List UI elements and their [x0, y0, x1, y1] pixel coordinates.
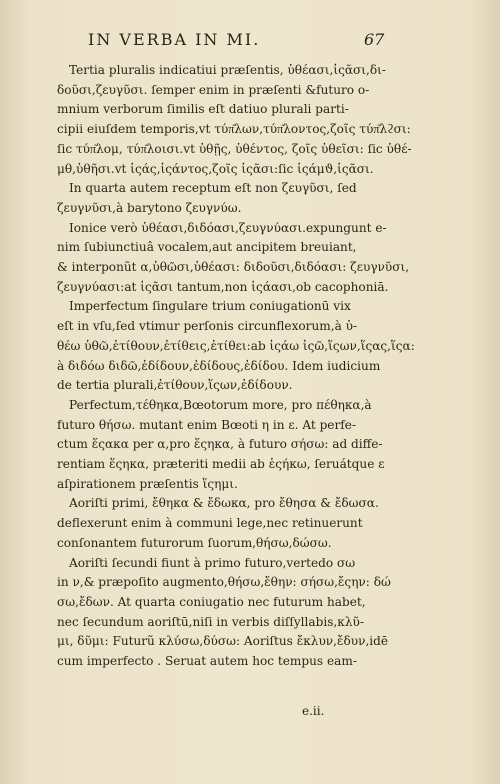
text-line: cipii eiuſdem temporis,vt τύπ͂λων,τύπ͂λοντος,ζοῖς τύπ͂λϩσι: [57, 122, 411, 137]
text-line: ſic τύπ͂λομ, τύπ͂λοισι.vt ὑθῇς, ὑθέντος, ζοῖς ὑθεῖσι: ſic ὑθέ- [57, 141, 412, 156]
text-line: μθ,ὑθῆσι.vt ἱςάς,ἱςάντος,ζοῖς ἱςᾶσι:ſic ἱςάμϑ,ἱςᾶσι. [57, 161, 374, 176]
running-title: IN VERBA IN MI. [88, 30, 261, 49]
text-line: Aoriſti primi, ἔθηκα & ἔδωκα, pro ἔθησα & ἔδωσα. [69, 496, 379, 511]
text-line: δοῦσι,ζευγῦσι. ſemper enim in præſenti &futuro o- [57, 82, 370, 97]
text-line: rentiam ἕςηκα, præteriti medii ab ἑςήκω, ſeruátque ε [57, 457, 385, 472]
page-number: 67 [364, 30, 385, 49]
text-line: cum imperfecto . Seruat autem hoc tempus eam- [57, 654, 357, 669]
text-line: deflexerunt enim à communi lege,nec retinuerunt [57, 516, 363, 531]
text-line: futuro θήσω. mutant enim Bœoti η in ε. At perfe- [57, 417, 356, 432]
text-line: nec ſecundum aoriſtū,niſi in verbis diſſyllabis,κλῦ- [57, 614, 364, 629]
text-line: de tertia plurali,ἐτίθουν,ἵςων,ἐδίδουν. [57, 378, 293, 393]
text-line: ζευγνύασι:at ἱςᾶσι tantum,non ἱςάασι,ob cacophoniā. [57, 279, 389, 294]
text-line: Imperfectum ſingulare trium coniugationū vix [69, 299, 351, 314]
text-line: Perfectum,τέθηκα,Bœotorum more, pro πέθηκα,à [69, 397, 372, 412]
text-line: Ionice verò ὑθέασι,διδόασι,ζευγνύασι.expungunt e- [69, 220, 387, 235]
text-line: nim ſubiunctiuâ vocalem,aut ancipitem breuiant, [57, 240, 357, 255]
text-line: μι, δῦμι: Futurũ κλύσω,δύσω: Aoriſtus ἔκλυν,ἔδυν,idē [57, 634, 389, 649]
text-line: in ν,& præpoſito augmento,θήσω,ἔθην: σήσω,ἔςην: δώ [57, 575, 391, 590]
text-line: σω,ἔδων. At quarta coniugatio nec futurum habet, [57, 594, 366, 609]
text-line: θέω ὑθῶ,ἐτίθουν,ἐτίθεις,ἐτίθει:ab ἱςάω ἱςῶ,ἵςων,ἵςας,ἵςα: [57, 338, 415, 353]
text-line: eſt in vſu,ſed vtimur perſonis circunflexorum,à ὑ- [57, 319, 358, 334]
text-line: à διδόω διδῶ,ἐδίδουν,ἐδίδους,ἐδίδου. Idem iudicium [57, 358, 381, 373]
text-line: & interponũt α,ὑθῶσι,ὑθέασι: διδοῦσι,διδόασι: ζευγνῦσι, [57, 260, 410, 275]
text-block [57, 61, 415, 672]
text-line: aſpirationem præſentis ἵςημι. [57, 476, 238, 491]
signature-mark: e.ii. [302, 704, 325, 718]
text-line: ctum ἕςακα per α,pro ἕςηκα, à futuro σήσω: ad diffe- [57, 437, 383, 452]
text-line: ζευγνῦσι,à barytono ζευγνύω. [57, 200, 242, 215]
text-line: mnium verborum ſimilis eſt datiuo plurali parti- [57, 102, 349, 117]
text-line: Tertia pluralis indicatiui præſentis, ὑθέασι,ἱςᾶσι,δι- [69, 63, 386, 77]
text-line: In quarta autem receptum eſt non ζευγῦσι, ſed [69, 181, 357, 196]
text-line: Aoriſti ſecundi fiunt à primo futuro,vertedo σω [69, 555, 356, 570]
text-line: conſonantem futurorum ſuorum,θήσω,δώσω. [57, 535, 332, 550]
